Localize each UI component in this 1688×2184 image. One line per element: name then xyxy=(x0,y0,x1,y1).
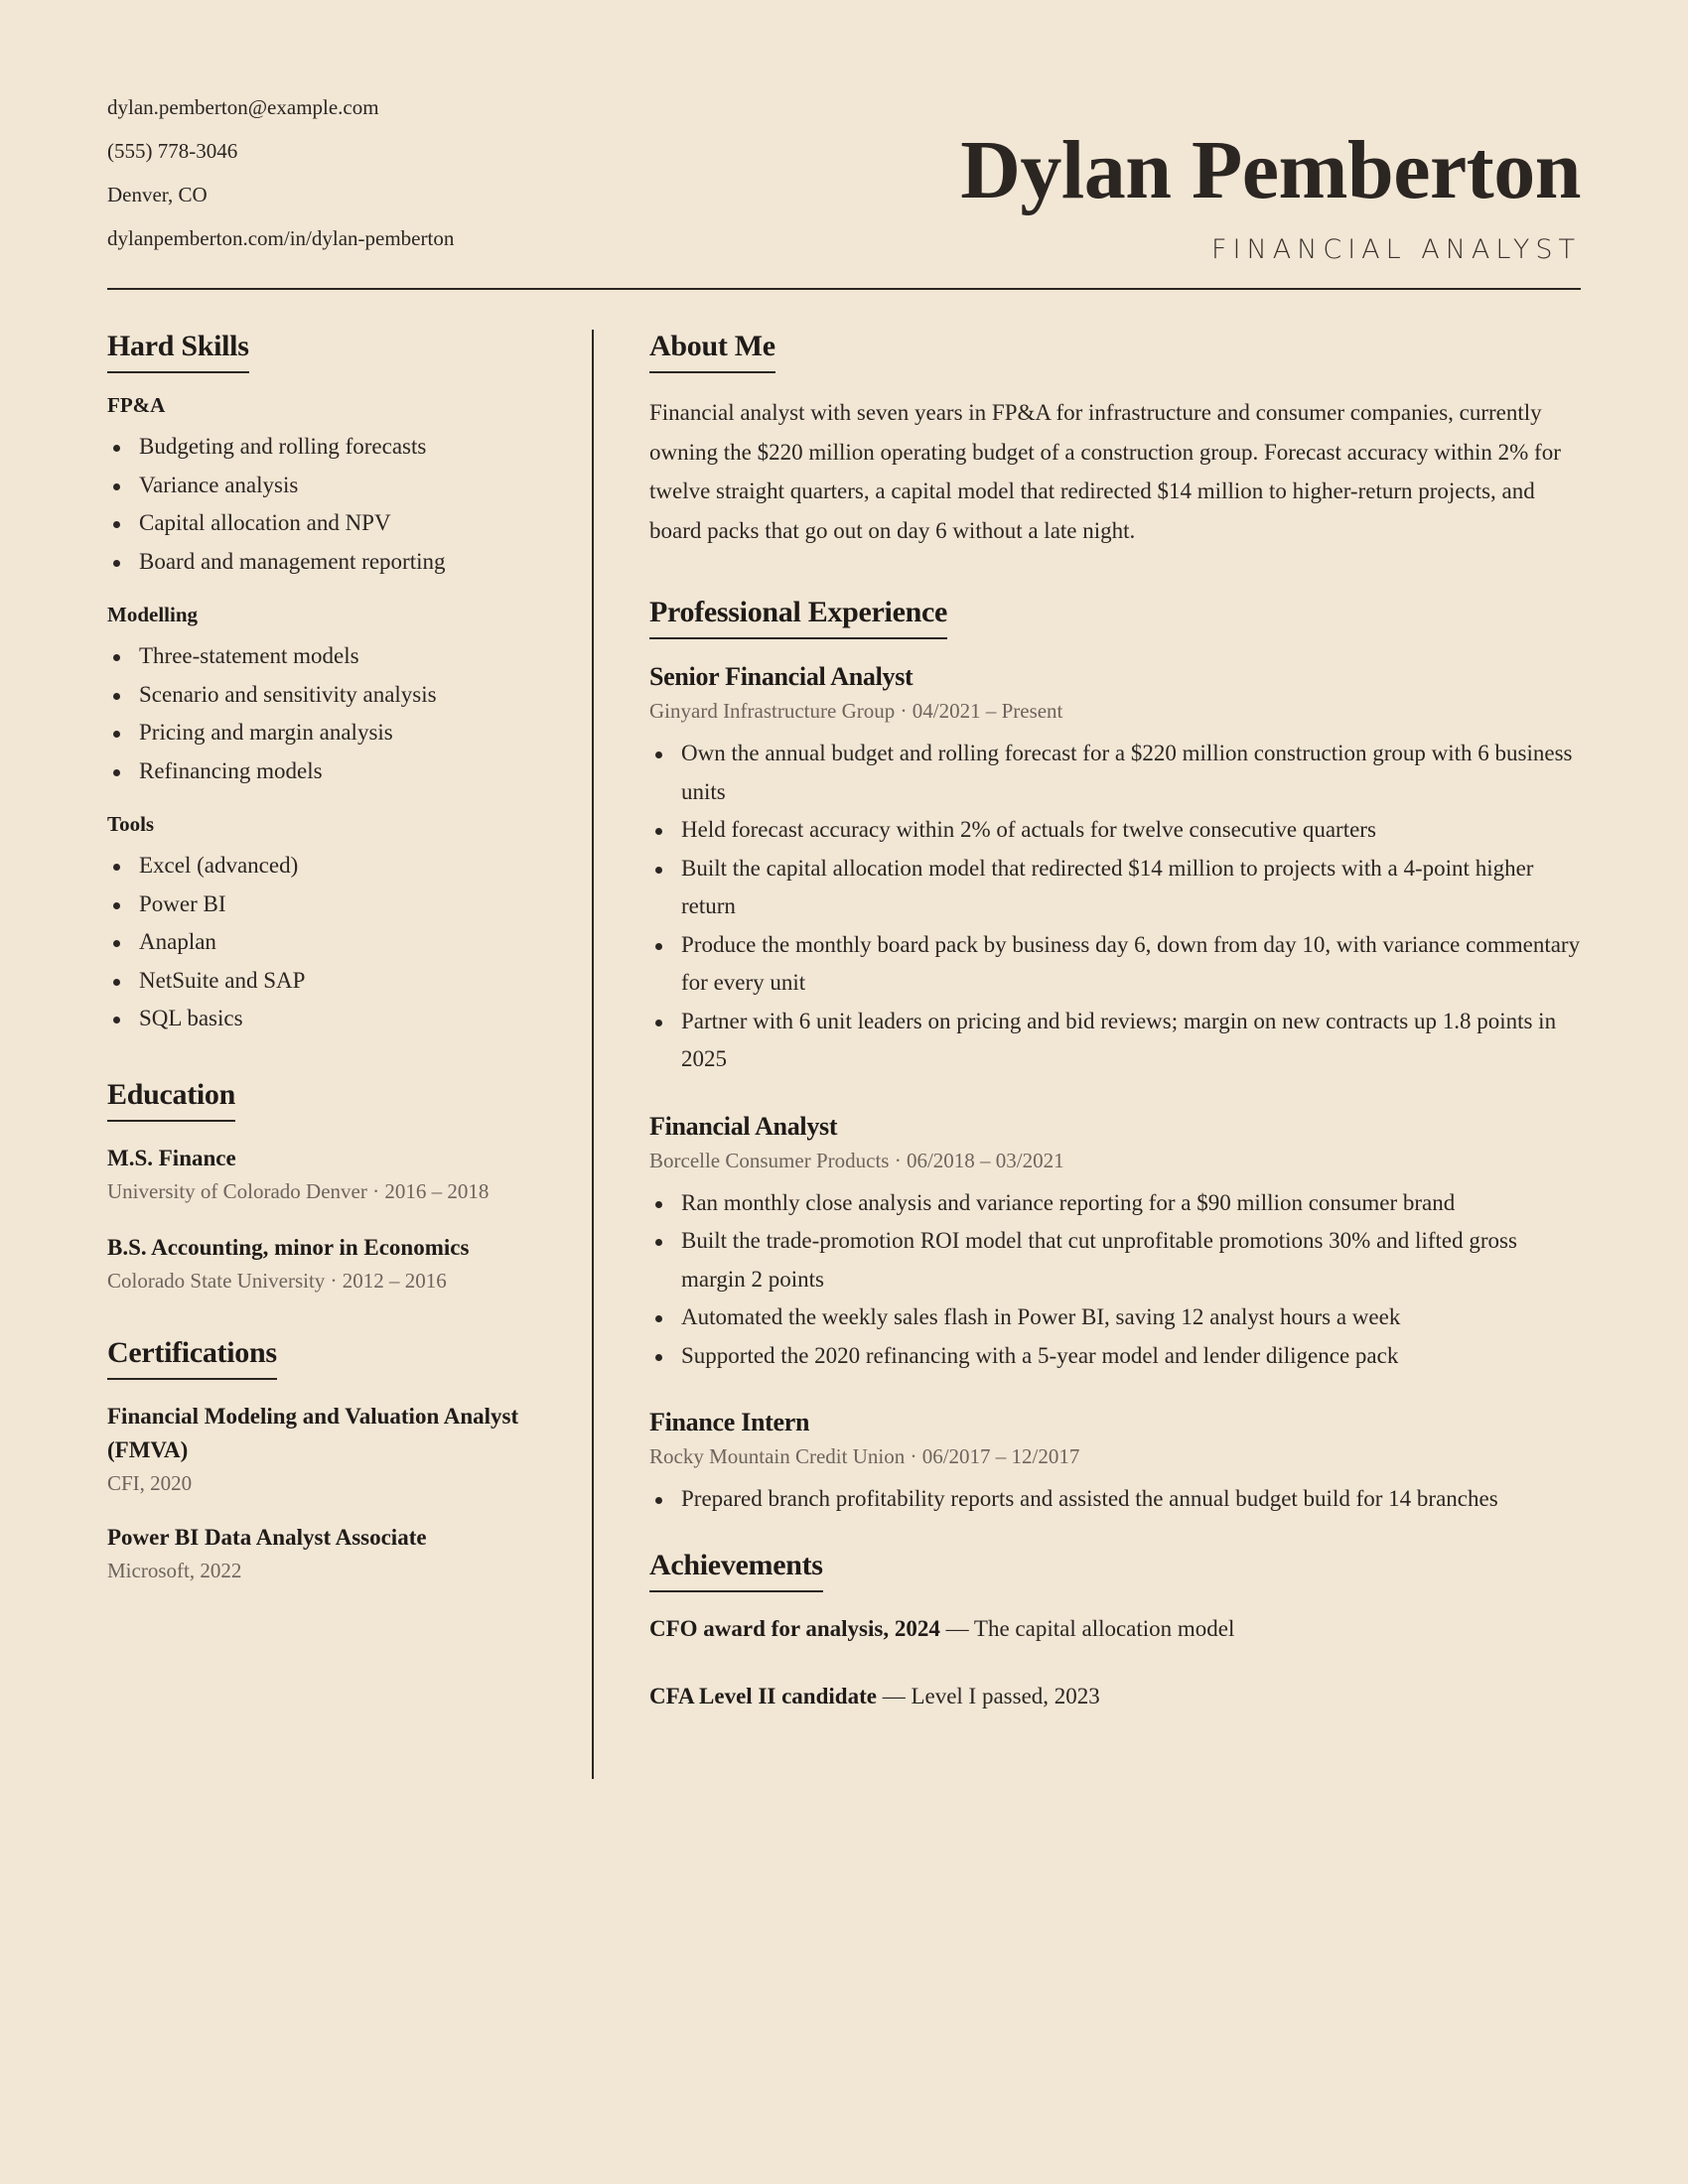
list-item: Pricing and margin analysis xyxy=(107,714,559,752)
section-heading: About Me xyxy=(649,330,775,373)
section-heading: Education xyxy=(107,1078,235,1122)
candidate-name: Dylan Pemberton xyxy=(960,124,1581,216)
job-role: Finance Intern xyxy=(649,1408,810,1436)
education-item xyxy=(107,1142,559,1207)
list-item: Built the trade-promotion ROI model that cut unprofitable promotions 30% and lifted gross margin 2 points xyxy=(649,1222,1581,1298)
job-role: Financial Analyst xyxy=(649,1111,838,1141)
certification-name: Power BI Data Analyst Associate xyxy=(107,1524,427,1550)
education-section xyxy=(107,1078,559,1297)
certification-item xyxy=(107,1521,559,1586)
degree: B.S. Accounting, minor in Economics xyxy=(107,1234,470,1260)
degree: M.S. Finance xyxy=(107,1145,236,1170)
list-item: SQL basics xyxy=(107,1000,559,1038)
skill-group-fpa xyxy=(107,393,559,581)
job-role: Senior Financial Analyst xyxy=(649,662,914,691)
achievement-item xyxy=(649,1680,1581,1713)
section-heading: Hard Skills xyxy=(107,330,249,373)
right-column xyxy=(649,330,1581,1747)
list-item: Own the annual budget and rolling forecast for a $220 million construction group with 6 business units xyxy=(649,735,1581,811)
achievement-title: CFA Level II candidate xyxy=(649,1683,877,1708)
job-entry xyxy=(649,659,1581,1079)
about-text: Financial analyst with seven years in FP&A for infrastructure and consumer companies, currently owning the $220 million operating budget of a construction group. Forecast accuracy within 2% for twelve straight quarters, a capital model that redirected $14 million to higher-return projects, and board packs that go out on day 6 without a late night. xyxy=(649,400,1561,543)
skill-group-modelling xyxy=(107,603,559,790)
list-item: Automated the weekly sales flash in Power BI, saving 12 analyst hours a week xyxy=(649,1298,1581,1337)
list-item: Prepared branch profitability reports and assisted the annual budget build for 14 branches xyxy=(649,1480,1581,1519)
achievement-title: CFO award for analysis, 2024 xyxy=(649,1615,940,1641)
section-heading: Achievements xyxy=(649,1549,823,1592)
list-item: Excel (advanced) xyxy=(107,847,559,886)
certification-item xyxy=(107,1400,559,1499)
name-block xyxy=(960,121,1581,270)
list-item: Budgeting and rolling forecasts xyxy=(107,428,559,467)
contact-email[interactable]: dylan.pemberton@example.com xyxy=(107,95,379,119)
job-meta: Ginyard Infrastructure Group · 04/2021 – Present xyxy=(649,699,1063,723)
list-item: Anaplan xyxy=(107,923,559,962)
section-heading: Certifications xyxy=(107,1336,277,1380)
list-item: Produce the monthly board pack by business day 6, down from day 10, with variance commentary for every unit xyxy=(649,926,1581,1003)
job-bullets xyxy=(649,1480,1581,1519)
skill-list xyxy=(107,428,559,581)
skill-group-title: Modelling xyxy=(107,603,199,626)
skill-group-title: Tools xyxy=(107,812,155,836)
certification-name: Financial Modeling and Valuation Analyst (FMVA) xyxy=(107,1403,519,1462)
column-divider xyxy=(592,330,594,1779)
list-item: Scenario and sensitivity analysis xyxy=(107,676,559,715)
education-detail: University of Colorado Denver · 2016 – 2018 xyxy=(107,1178,490,1203)
hard-skills-section xyxy=(107,330,559,1038)
list-item: Ran monthly close analysis and variance reporting for a $90 million consumer brand xyxy=(649,1184,1581,1223)
education-item xyxy=(107,1231,559,1297)
section-heading: Professional Experience xyxy=(649,596,947,639)
achievement-detail: — Level I passed, 2023 xyxy=(876,1683,1100,1708)
contact-block xyxy=(107,91,454,266)
list-item: Three-statement models xyxy=(107,637,559,676)
experience-section xyxy=(649,596,1581,1519)
job-entry xyxy=(649,1405,1581,1519)
job-meta: Rocky Mountain Credit Union · 06/2017 – 12/2017 xyxy=(649,1444,1080,1468)
skill-group-tools xyxy=(107,812,559,1038)
list-item: Refinancing models xyxy=(107,752,559,791)
list-item: Supported the 2020 refinancing with a 5-year model and lender diligence pack xyxy=(649,1337,1581,1376)
list-item: Built the capital allocation model that redirected $14 million to projects with a 4-point higher return xyxy=(649,850,1581,926)
job-bullets xyxy=(649,1184,1581,1376)
list-item: Power BI xyxy=(107,886,559,924)
list-item: Variance analysis xyxy=(107,467,559,505)
left-column xyxy=(107,330,559,1608)
achievements-section xyxy=(649,1549,1581,1713)
education-detail: Colorado State University · 2012 – 2016 xyxy=(107,1268,447,1293)
skill-group-title: FP&A xyxy=(107,393,166,417)
job-meta: Borcelle Consumer Products · 06/2018 – 03/2021 xyxy=(649,1148,1064,1172)
list-item: Partner with 6 unit leaders on pricing and bid reviews; margin on new contracts up 1.8 points in 2025 xyxy=(649,1003,1581,1079)
list-item: Capital allocation and NPV xyxy=(107,504,559,543)
about-section xyxy=(649,330,1581,550)
candidate-title: FINANCIAL ANALYST xyxy=(1211,234,1581,265)
header-divider xyxy=(107,288,1581,290)
achievement-item xyxy=(649,1612,1581,1646)
contact-location: Denver, CO xyxy=(107,183,208,206)
certifications-section xyxy=(107,1336,559,1586)
achievement-detail: — The capital allocation model xyxy=(939,1615,1235,1641)
job-bullets xyxy=(649,735,1581,1079)
list-item: NetSuite and SAP xyxy=(107,962,559,1001)
contact-phone[interactable]: (555) 778-3046 xyxy=(107,139,238,163)
certification-detail: Microsoft, 2022 xyxy=(107,1558,242,1582)
skill-list xyxy=(107,847,559,1038)
list-item: Board and management reporting xyxy=(107,543,559,582)
contact-website[interactable]: dylanpemberton.com/in/dylan-pemberton xyxy=(107,226,455,250)
certification-detail: CFI, 2020 xyxy=(107,1470,193,1495)
skill-list xyxy=(107,637,559,790)
list-item: Held forecast accuracy within 2% of actuals for twelve consecutive quarters xyxy=(649,811,1581,850)
job-entry xyxy=(649,1109,1581,1376)
